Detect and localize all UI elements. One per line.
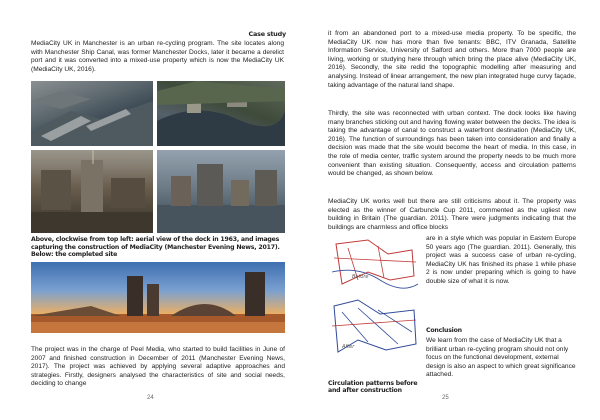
sketch-caption: Circulation patterns before and after construction xyxy=(328,380,418,394)
aerial-photo-1963 xyxy=(31,81,153,146)
sketch-before xyxy=(332,240,418,288)
construction-aerial-photo xyxy=(157,81,285,146)
sketch-after xyxy=(332,300,416,352)
tenants-paragraph: it from an abandoned port to a mixed-use media property. To be specific, the MediaCity UK now has more than five tenants: BBC, ITV Granada, Satellite Information Service, University of Salford and others. More than 7000 people are living, working or studying here through which bring the place alive (MediaCity UK, 2016). Secondly, the site redid the topographic modelling after measuring and analysing. Instead of linear arrangement, the new plan integrated huge curvy façade, taking advantage of the natural land shape. xyxy=(328,30,576,89)
image-caption: Above, clockwise from top left: aerial view of the dock in 1963, and images capturing the construction of MediaCity (Manchester Evening News, 2017). Below: the completed site xyxy=(31,236,280,259)
page-number-right: 25 xyxy=(442,395,449,401)
waterfront-construction-photo xyxy=(157,150,285,233)
project-paragraph: The project was in the charge of Peel Media, who started to build facilities in June of 2007 and finished construction in December of 2011 (Manchester Evening News, 2017). The project was achieved by applying several adaptive approaches and strategies. Firstly, designers analysed the characteristics of site and social needs, deciding to change xyxy=(31,346,285,388)
urban-context-paragraph: Thirdly, the site was reconnected with urban context. The dock looks like having many branches sticking out and having flowing water between the decks. The idea is taking the advantage of canal to construct a waterfront destination (MediaCity UK, 2016). The function of surroundings has been taken into consideration and finally a decision was made that the site would become the heart of media. In this case, in the role of media center, traffic system around the property needs to be much more convenient than existing situation. Consequently, access and circulation patterns would be changed, as shown below. xyxy=(328,110,576,178)
section-label: Case study xyxy=(248,30,286,38)
sketch-after-label: After xyxy=(342,344,355,350)
completed-site-photo xyxy=(31,262,285,333)
conclusion-heading: Conclusion xyxy=(426,327,462,334)
criticism-paragraph: MediaCity UK works well but there are still criticisms about it. The property was elected as the winner of Carbuncle Cup 2011, commented as the ugliest new building in Britain (The guardian. 2011). There were judgments indicating that the buildings are charmless and office blocks xyxy=(328,198,576,231)
sketch-before-label: Before xyxy=(352,274,369,280)
intro-paragraph: MediaCity UK in Manchester is an urban re-cycling program. The site locates along with Manchester Ship Canal, was former Manchester Docks, later it became a derelict port and it was converted into a mixed-use property which is now the MediaCity UK (MediaCity UK, 2016). xyxy=(31,40,284,73)
conclusion-paragraph: We learn from the case of MediaCity UK that a brilliant urban re-cycling program should not only focus on the functional development, external design is also an aspect to which great significance attached. xyxy=(426,337,576,379)
circulation-sketch xyxy=(328,236,420,358)
construction-site-photo xyxy=(31,150,153,233)
criticism-paragraph-wrap: are in a style which was popular in Eastern Europe 50 years ago (The guardian. 2011). Generally, this project was a success case of urban re-cycling, MediaCity UK has finished its phase 1 while phase 2 is now under preparing which is going to have double size of what it is now. xyxy=(426,235,576,285)
page-number-left: 24 xyxy=(147,395,154,401)
